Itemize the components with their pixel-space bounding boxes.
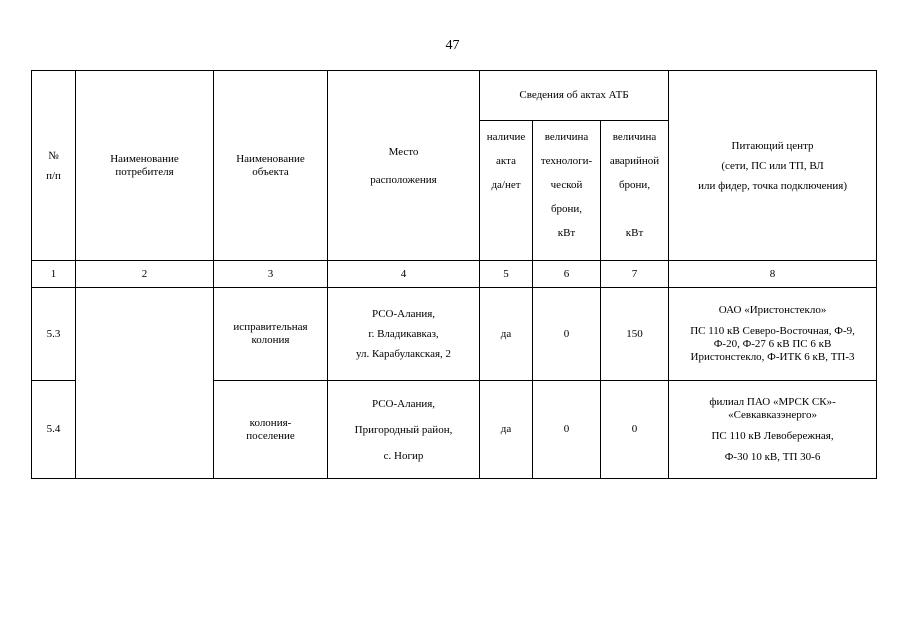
object-line-2: колония [251, 334, 290, 346]
header-presence-line-2: акта [496, 154, 516, 167]
object-line-1: колония- [249, 416, 292, 429]
location-line-1: РСО-Алания, [371, 308, 436, 320]
emergency-reserve-cell: 0 [601, 381, 669, 479]
tech-reserve-cell: 0 [533, 288, 601, 381]
location-line-3: ул. Карабулакская, 2 [355, 348, 452, 360]
index-cell-7: 7 [601, 261, 669, 288]
center-line-4: Ф-30 10 кВ, ТП 30-6 [724, 450, 821, 463]
header-consumer-line-2: потребителя [115, 165, 174, 178]
header-power-center-line-3: или фидер, точка подключения) [698, 179, 847, 192]
header-tech-line-2: технологи- [540, 154, 593, 167]
index-cell-4: 4 [328, 261, 480, 288]
header-tech-line-1: величина [544, 130, 589, 143]
header-consumer-line-1: Наименование [110, 152, 179, 165]
header-tech-line-3: ческой [550, 178, 583, 191]
header-location-line-1: Место [388, 145, 419, 158]
header-object-cell [214, 71, 328, 261]
object-cell [214, 381, 328, 479]
header-atb-tech-cell [533, 121, 601, 261]
header-location-line-2: расположения [370, 173, 437, 186]
location-line-2: г. Владикавказ, [368, 328, 439, 340]
center-line-2: ПС 110 кВ Северо-Восточная, Ф-9, [690, 325, 855, 337]
presence-cell: да [480, 288, 533, 381]
header-presence-line-1: наличие [486, 130, 526, 143]
center-line-1: ОАО «Иристонстекло» [718, 304, 827, 316]
emergency-reserve-cell: 150 [601, 288, 669, 381]
power-center-cell [669, 288, 877, 381]
index-cell-1: 1 [32, 261, 76, 288]
header-location-cell [328, 71, 480, 261]
header-atb-emergency-cell [601, 121, 669, 261]
index-cell-6: 6 [533, 261, 601, 288]
center-line-3: Ф-20, Ф-27 6 кВ ПС 6 кВ [713, 338, 832, 350]
object-line-2: поселение [246, 429, 295, 442]
atb-table [31, 70, 877, 479]
index-cell-3: 3 [214, 261, 328, 288]
center-line-1: филиал ПАО «МРСК СК»- [709, 395, 836, 408]
location-cell [328, 381, 480, 479]
index-cell-8: 8 [669, 261, 877, 288]
index-cell-5: 5 [480, 261, 533, 288]
header-power-center-cell [669, 71, 877, 261]
location-line-2: Пригородный район, [354, 423, 453, 436]
header-num-cell [32, 71, 76, 261]
index-cell-2: 2 [76, 261, 214, 288]
header-emergency-line-4: кВт [625, 226, 644, 239]
consumer-cell [76, 288, 214, 479]
header-object-line-2: объекта [252, 165, 289, 178]
object-cell [214, 288, 328, 381]
header-consumer-cell [76, 71, 214, 261]
row-num-cell: 5.3 [32, 288, 76, 381]
header-atb-group-cell: Сведения об актах АТБ [480, 71, 669, 121]
header-atb-presence-cell [480, 121, 533, 261]
header-tech-line-4: брони, [550, 202, 583, 215]
location-cell [328, 288, 480, 381]
presence-cell: да [480, 381, 533, 479]
power-center-cell [669, 381, 877, 479]
header-emergency-line-1: величина [612, 130, 657, 143]
header-object-line-1: Наименование [236, 152, 305, 165]
header-emergency-line-2: аварийной [609, 154, 660, 167]
row-num-cell: 5.4 [32, 381, 76, 479]
header-tech-line-5: кВт [557, 226, 576, 239]
tech-reserve-cell: 0 [533, 381, 601, 479]
header-power-center-line-1: Питающий центр [731, 139, 814, 152]
object-line-1: исправительная [233, 321, 308, 333]
header-emergency-line-3: брони, [618, 178, 651, 191]
header-num-line-1: № [48, 149, 59, 162]
header-power-center-line-2: (сети, ПС или ТП, ВЛ [721, 159, 824, 172]
center-line-3: ПС 110 кВ Левобережная, [711, 429, 834, 442]
header-presence-line-3: да/нет [491, 178, 521, 191]
table-row [32, 288, 877, 381]
center-line-2: «Севкавказэнерго» [728, 408, 817, 421]
page-number: 47 [445, 38, 460, 53]
location-line-1: РСО-Алания, [371, 397, 436, 410]
center-line-4: Иристонстекло, Ф-ИТК 6 кВ, ТП-3 [690, 351, 855, 363]
location-line-3: с. Ногир [383, 449, 424, 462]
header-num-line-2: п/п [46, 169, 61, 182]
